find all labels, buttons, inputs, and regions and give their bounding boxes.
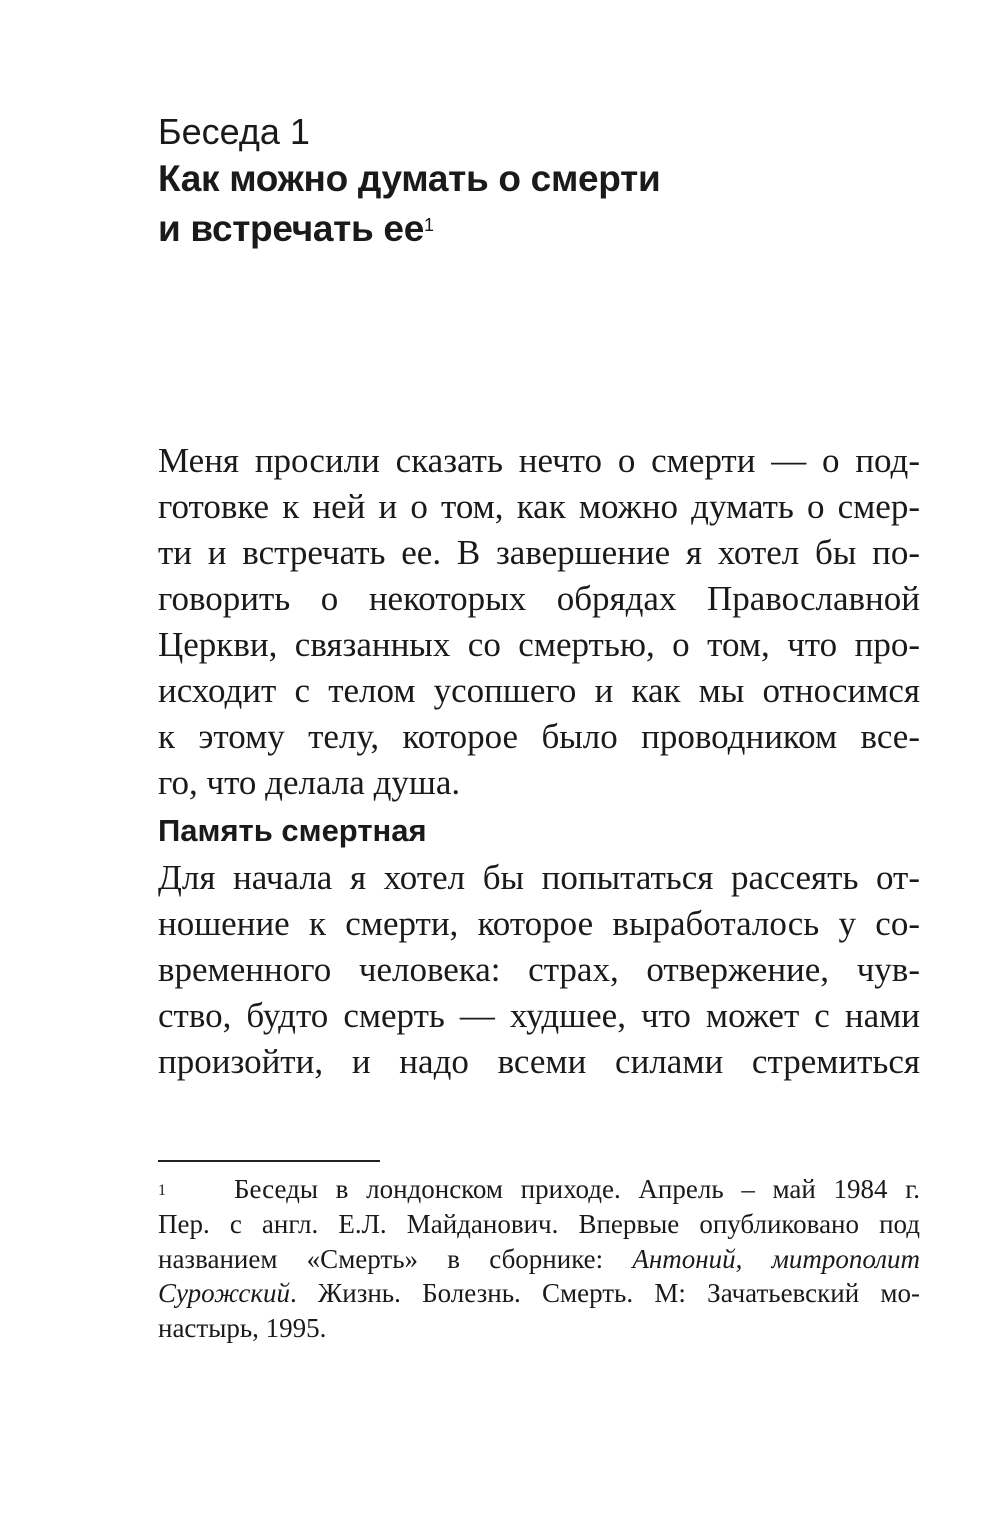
footnote-line — [158, 1242, 920, 1277]
text-line: ство, будто смерть — худшее, что может с нами — [158, 996, 920, 1035]
text-line: говорить о некоторых обрядах Православной — [158, 579, 920, 618]
text-line: ти и встречать ее. В завершение я хотел бы по- — [158, 533, 920, 572]
text-line: Церкви, связанных со смертью, о том, что про- — [158, 625, 920, 664]
text-line: исходит с телом усопшего и как мы относимся — [158, 671, 920, 710]
section-paragraph — [158, 855, 920, 1085]
chapter-title-line-2 — [158, 204, 920, 254]
text-line: ношение к смерти, которое выработалось у со- — [158, 904, 920, 943]
section-heading: Память смертная — [158, 813, 427, 848]
footnote-line: Пер. с англ. Е.Л. Майданович. Впервые опубликовано под — [158, 1208, 920, 1239]
footnote — [158, 1172, 920, 1346]
chapter-kicker: Беседа 1 — [158, 111, 310, 152]
text-line: готовке к ней и о том, как можно думать о смер- — [158, 487, 920, 526]
text-line: временного человека: страх, отвержение, чув- — [158, 950, 920, 989]
footnote-reference[interactable]: 1 — [423, 215, 434, 235]
footnote-text: Беседы в лондонском приходе. Апрель – май 1984 г. — [234, 1174, 920, 1204]
footnote-text: названием «Смерть» в сборнике: — [158, 1243, 633, 1274]
chapter-title-line-2-text: и встречать ее — [158, 208, 424, 249]
footnote-text: . Жизнь. Болезнь. Смерть. М: Зачатьевский мо- — [290, 1278, 920, 1309]
footnote-line: настырь, 1995. — [158, 1313, 327, 1344]
chapter-title-line-1: Как можно думать о смерти — [158, 158, 661, 199]
footnote-author: Сурожский — [158, 1278, 291, 1309]
text-line: Меня просили сказать нечто о смерти — о под- — [158, 441, 920, 480]
footnote-mark: 1 — [158, 1182, 166, 1199]
footnote-divider — [158, 1160, 380, 1162]
text-line: к этому телу, которое было проводником все- — [158, 717, 920, 756]
intro-paragraph — [158, 438, 920, 806]
text-line: произойти, и надо всеми силами стремиться — [158, 1042, 920, 1081]
text-line: Для начала я хотел бы попытаться рассеять от- — [158, 858, 920, 897]
footnote-line — [158, 1276, 920, 1311]
footnote-author: Антоний, митрополит — [632, 1243, 920, 1274]
text-line: го, что делала душа. — [158, 763, 461, 802]
chapter-title — [158, 154, 920, 254]
footnote-line — [158, 1172, 920, 1207]
